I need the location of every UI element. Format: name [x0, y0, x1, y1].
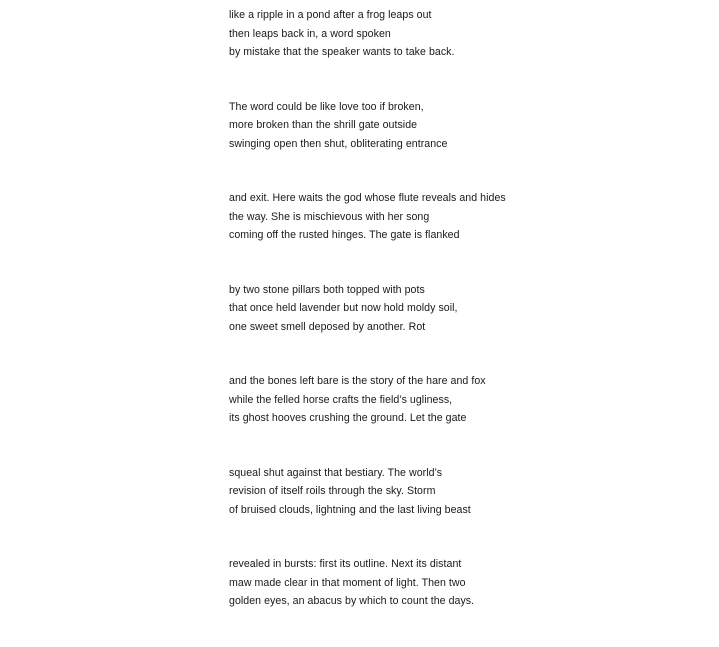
- poem-line: swinging open then shut, obliterating entrance: [229, 137, 448, 150]
- poem-body: [229, 6, 709, 647]
- poem-line: revision of itself roils through the sky. Storm: [229, 485, 436, 497]
- poem-line: by two stone pillars both topped with pots: [229, 283, 425, 296]
- stanza-1: [229, 6, 709, 62]
- poem-line: more broken than the shrill gate outside: [229, 119, 418, 131]
- poem-line: that once held lavender but now hold moldy soil,: [229, 302, 458, 314]
- poem-line: the way. She is mischievous with her song: [229, 210, 430, 223]
- stanza-7: [229, 555, 709, 611]
- poem-line: maw made clear in that moment of light. Then two: [229, 576, 466, 589]
- poem-line: its ghost hooves crushing the ground. Let the gate: [229, 412, 467, 424]
- stanza-4: [229, 281, 709, 337]
- poem-line: and the bones left bare is the story of the hare and fox: [229, 375, 486, 387]
- poem-line: revealed in bursts: first its outline. Next its distant: [229, 558, 462, 570]
- stanza-3: [229, 189, 709, 245]
- poem-line: one sweet smell deposed by another. Rot: [229, 320, 426, 333]
- poem-line: by mistake that the speaker wants to take back.: [229, 46, 455, 58]
- stanza-6: [229, 464, 709, 520]
- poem-line: like a ripple in a pond after a frog leaps out: [229, 9, 432, 21]
- stanza-5: [229, 372, 709, 428]
- poem-line: and exit. Here waits the god whose flute reveals and hides: [229, 192, 506, 204]
- poem-line: coming off the rusted hinges. The gate is flanked: [229, 229, 460, 241]
- poem-line: squeal shut against that bestiary. The world’s: [229, 466, 443, 479]
- poem-line: of bruised clouds, lightning and the last living beast: [229, 503, 471, 516]
- poem-line: The word could be like love too if broken,: [229, 100, 424, 113]
- poem-line: then leaps back in, a word spoken: [229, 27, 391, 40]
- poem-line: while the felled horse crafts the field’s ugliness,: [229, 393, 453, 406]
- poem-line: golden eyes, an abacus by which to count the days.: [229, 595, 475, 607]
- stanza-2: [229, 98, 709, 154]
